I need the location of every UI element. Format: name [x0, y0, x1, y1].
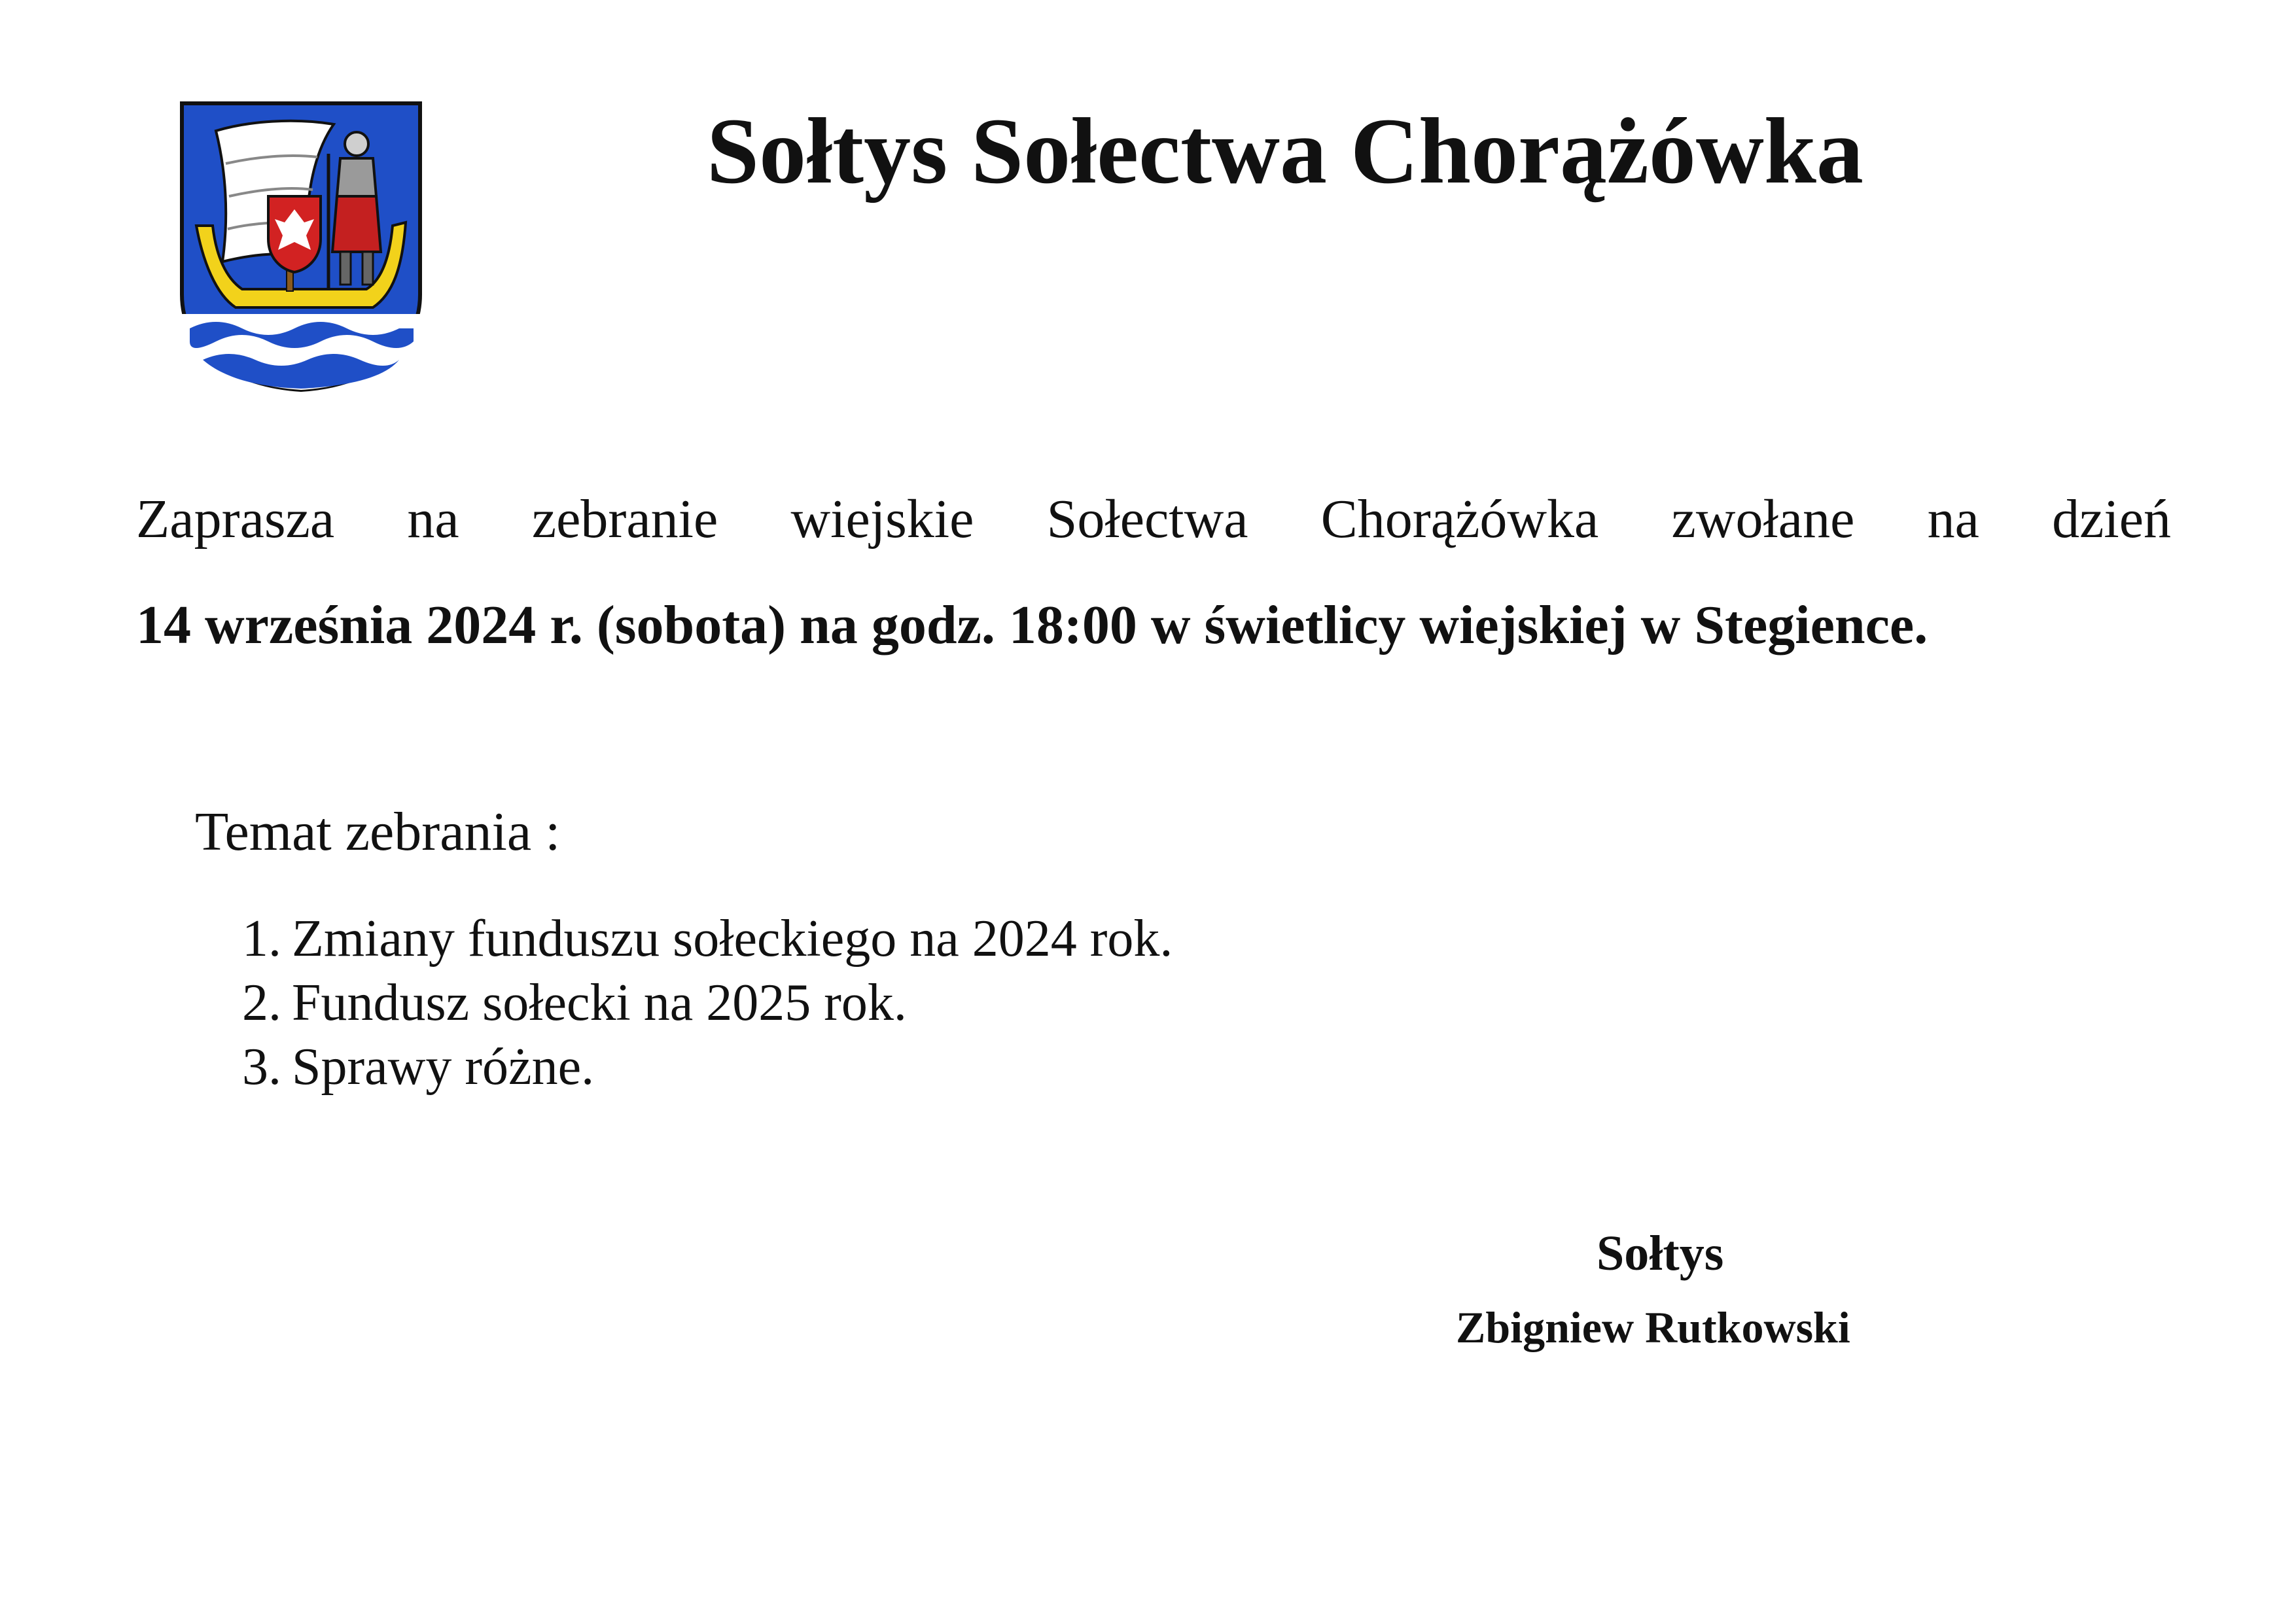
agenda-item-number: 3.	[242, 1038, 281, 1096]
meeting-details: 14 września 2024 r. (sobota) na godz. 18:00 w świetlicy wiejskiej w Stegience.	[136, 595, 1928, 655]
agenda-item	[242, 1035, 1173, 1099]
agenda-item	[242, 907, 1173, 971]
agenda-list	[242, 907, 1173, 1099]
agenda-item-number: 1.	[242, 910, 281, 968]
coat-of-arms-icon	[177, 98, 425, 393]
signature-role: Sołtys	[1597, 1226, 1724, 1281]
agenda-item-number: 2.	[242, 974, 281, 1032]
agenda-item-text: Zmiany funduszu sołeckiego na 2024 rok.	[292, 910, 1173, 968]
signature-name: Zbigniew Rutkowski	[1456, 1302, 1850, 1352]
agenda-item-text: Fundusz sołecki na 2025 rok.	[292, 974, 907, 1032]
agenda-item	[242, 971, 1173, 1035]
page-title: Sołtys Sołectwa Chorążówka	[707, 99, 1863, 203]
invitation-text: Zaprasza na zebranie wiejskie Sołectwa Chorążówka zwołane na dzień	[136, 489, 2171, 550]
agenda-item-text: Sprawy różne.	[292, 1038, 595, 1096]
agenda-heading: Temat zebrania :	[195, 801, 561, 862]
